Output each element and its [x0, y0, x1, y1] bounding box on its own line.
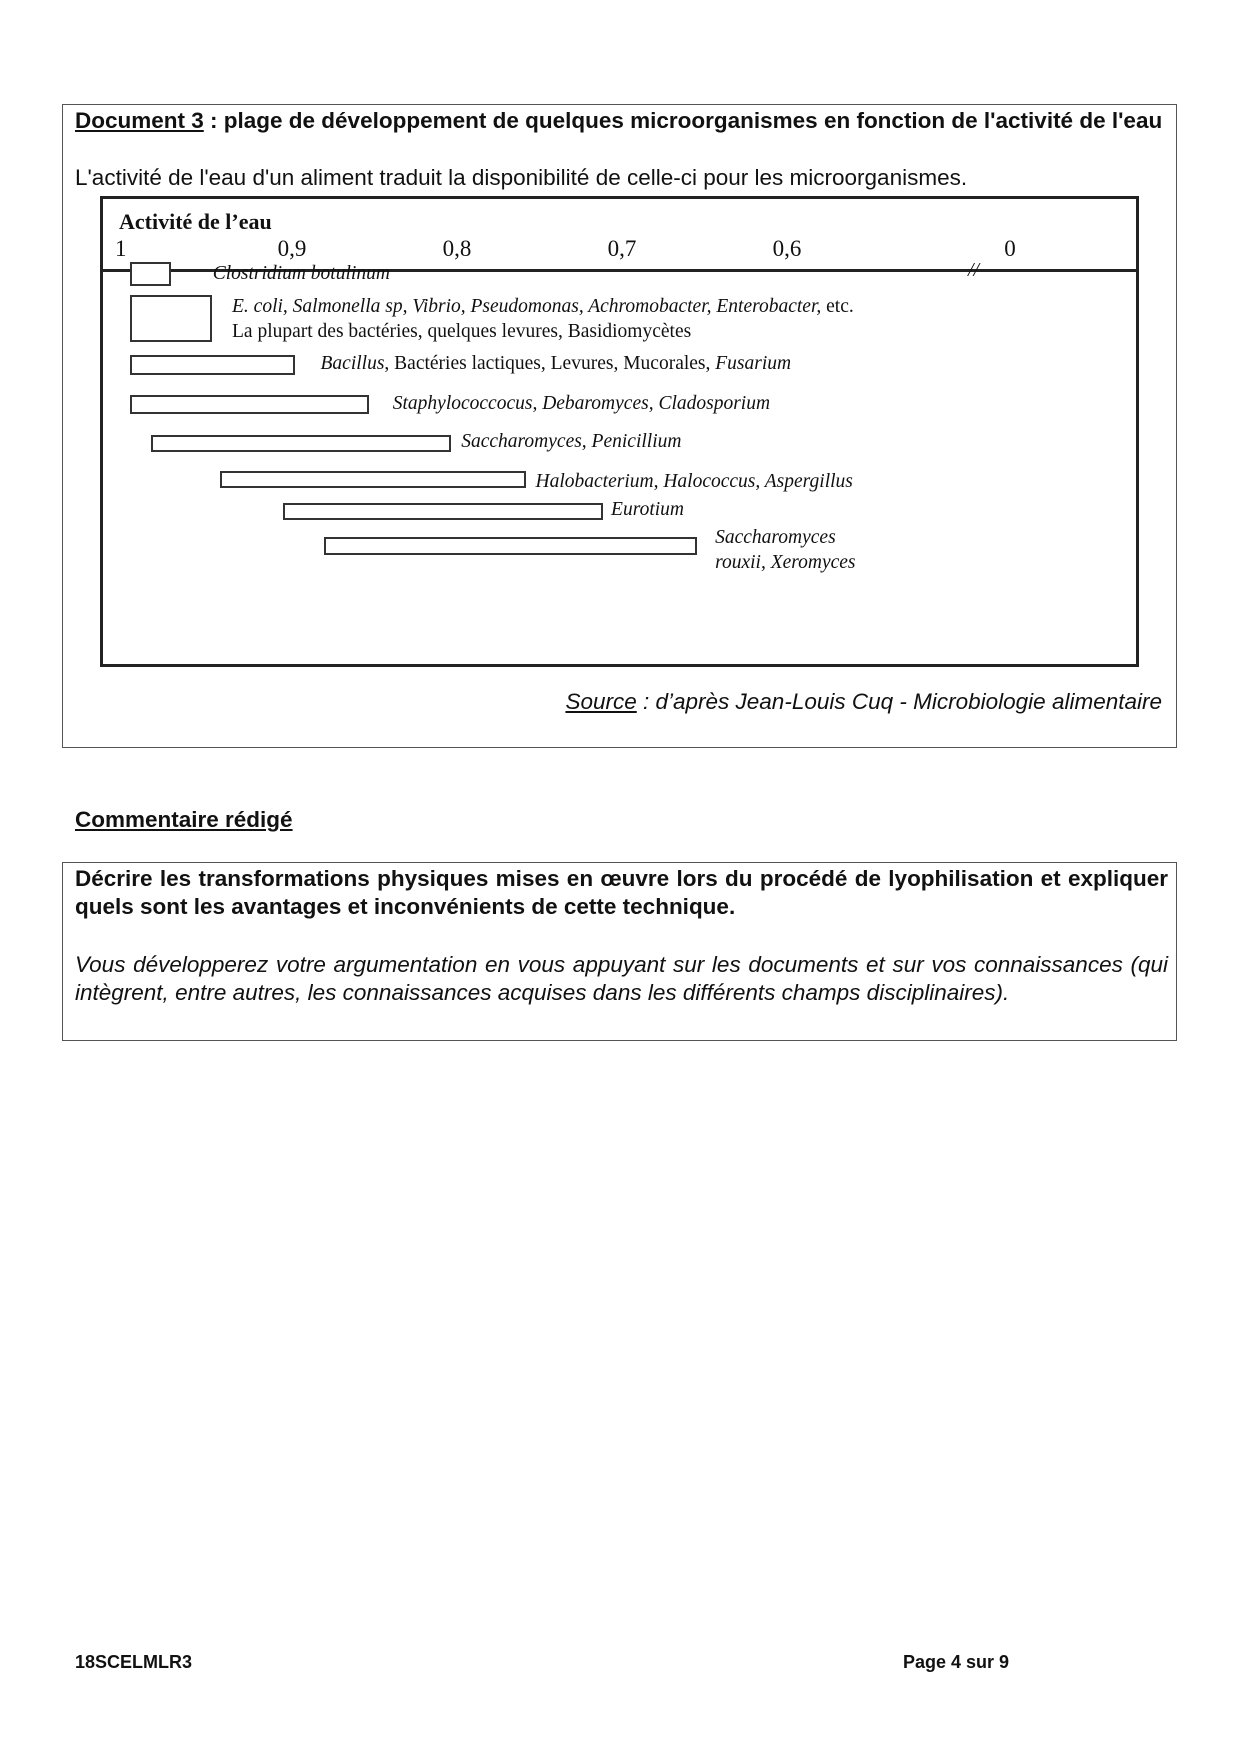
bar-label-part: E. coli, Salmonella sp, Vibrio, Pseudomonas, Achromobacter, Enterobacter,: [232, 296, 822, 317]
document-intro: L'activité de l'eau d'un aliment traduit la disponibilité de celle-ci pour les microorganismes.: [75, 165, 968, 190]
bar-label-line: [461, 429, 681, 454]
bar-label-part: Staphylococcocus, Debaromyces, Cladosporium: [392, 393, 771, 414]
document-heading: [75, 107, 1170, 135]
bar-label-line: [232, 294, 854, 319]
bar-label-line: rouxii, Xeromyces: [715, 552, 856, 573]
bar-label-part: Saccharomyces, Penicillium: [461, 431, 682, 452]
range-bar: [220, 471, 525, 488]
bar-label-line: [393, 391, 770, 416]
range-bar: [130, 295, 213, 342]
bar-label-part: etc.: [821, 296, 854, 317]
range-bar: [130, 355, 295, 375]
bar-label-part: Bacillus: [320, 353, 385, 374]
bar-label-part: Clostridium botulinum: [212, 263, 390, 284]
axis-title: Activité de l’eau: [119, 209, 272, 234]
footer-page-number: Page 4 sur 9: [903, 1652, 1010, 1672]
bar-label-part: , Bactéries lactiques, Levures, Mucorales,: [384, 353, 716, 374]
bar-label: [536, 469, 853, 494]
bar-label: [393, 391, 770, 416]
range-bar: [283, 503, 603, 520]
bar-label-part: Halobacterium, Halococcus, Aspergillus: [535, 471, 853, 492]
bar-label-line: [213, 261, 390, 286]
bar-label-line: La plupart des bactéries, quelques levures, Basidiomycètes: [232, 321, 692, 342]
tick-label: 1: [115, 236, 127, 261]
bar-label-line: [536, 469, 853, 494]
document-number: Document 3: [75, 108, 204, 133]
range-bar: [130, 395, 369, 414]
commentary-title: Commentaire rédigé: [75, 807, 293, 832]
bar-label-line: [715, 525, 855, 550]
bar-label: [461, 429, 681, 454]
question-text: Décrire les transformations physiques mises en œuvre lors du procédé de lyophilisation et expliquer quels sont les avantages et inconvénients de cette technique.: [75, 866, 1168, 919]
bar-label-part: Saccharomyces: [715, 527, 836, 548]
tick-label: 0,7: [607, 236, 637, 261]
tick-label: 0,6: [772, 236, 802, 261]
range-bar: [130, 262, 171, 286]
bar-label: [213, 261, 390, 286]
bar-label-line: [321, 351, 792, 376]
bar-label: [715, 525, 855, 575]
bar-label: [232, 294, 854, 344]
source-text: : d’après Jean-Louis Cuq - Microbiologie alimentaire: [636, 689, 1162, 714]
question-instructions: Vous développerez votre argumentation en vous appuyant sur les documents et sur vos connaissances (qui intègrent, entre autres, les connaissances acquises dans les différents champs disciplinaires).: [75, 952, 1168, 1005]
footer-code: 18SCELMLR3: [75, 1652, 193, 1672]
range-bar: [324, 537, 697, 555]
bar-label: [321, 351, 792, 376]
tick-label: 0: [1004, 236, 1016, 261]
source-citation: [565, 689, 1162, 715]
document-title: : plage de développement de quelques microorganismes en fonction de l'activité de l'eau: [203, 108, 1163, 133]
bar-label-line: [611, 497, 684, 522]
bar-label-part: Fusarium: [715, 353, 792, 374]
bar-label: [611, 497, 684, 522]
axis-break-mark: //: [968, 259, 980, 281]
water-activity-chart: [100, 196, 1139, 667]
bar-label-part: Eurotium: [611, 499, 684, 520]
source-label: Source: [565, 689, 637, 714]
range-bar: [151, 435, 451, 452]
tick-label: 0,8: [442, 236, 472, 261]
tick-label: 0,9: [277, 236, 307, 261]
